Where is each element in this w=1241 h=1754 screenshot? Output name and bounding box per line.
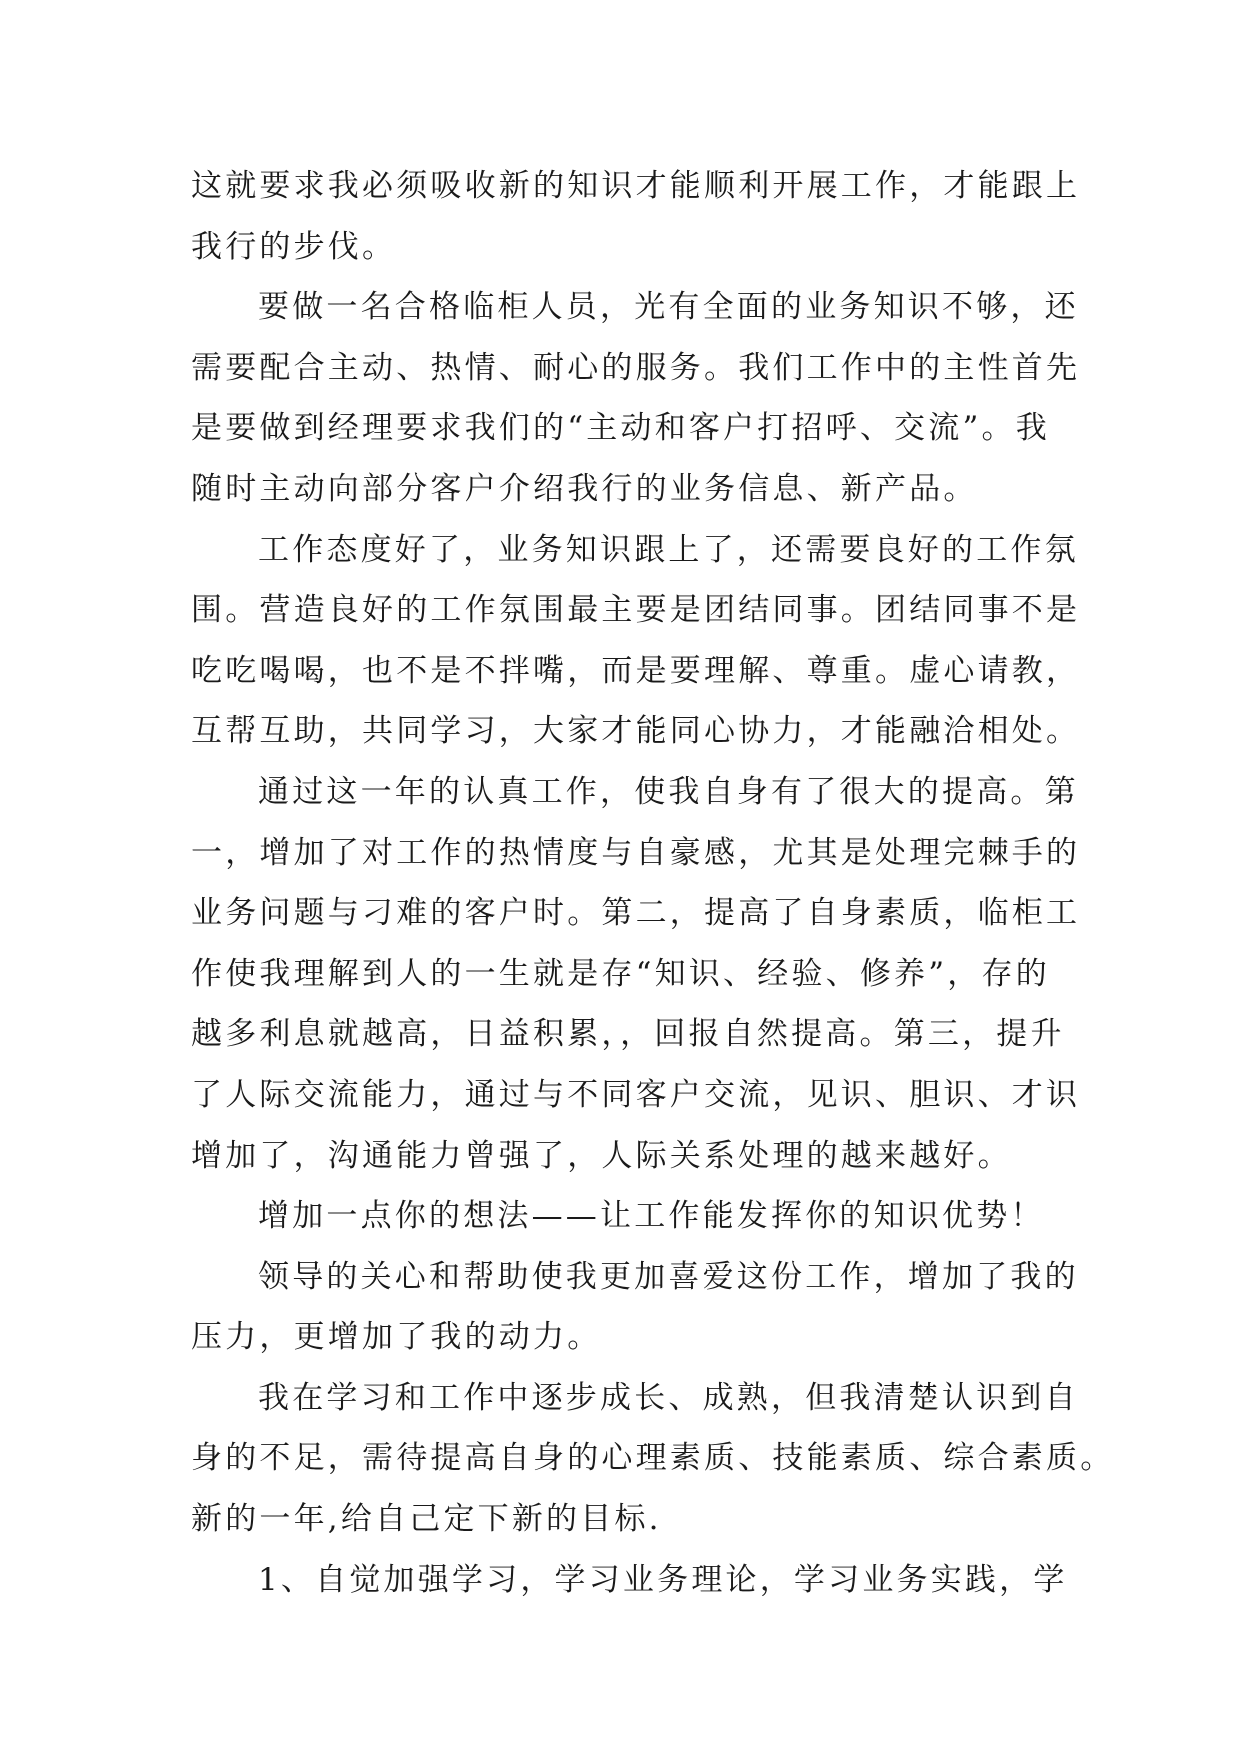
text-line: 这就要求我必须吸收新的知识才能顺利开展工作，才能跟上 bbox=[191, 168, 1081, 204]
paragraph-start-line: 增加一点你的想法——让工作能发挥你的知识优势！ bbox=[258, 1198, 1045, 1235]
text-line: 围。营造良好的工作氛围最主要是团结同事。团结同事不是 bbox=[191, 592, 1081, 629]
text-line: 作使我理解到人的一生就是存“知识、经验、修养”，存的 bbox=[191, 955, 1050, 992]
paragraph-start-line: 领导的关心和帮助使我更加喜爱这份工作，增加了我的 bbox=[258, 1258, 1079, 1295]
text-line: 了人际交流能力，通过与不同客户交流，见识、胆识、才识 bbox=[191, 1076, 1081, 1113]
text-line: 我行的步伐。 bbox=[191, 228, 397, 265]
text-line: 越多利息就越高，日益积累，，回报自然提高。第三，提升 bbox=[191, 1016, 1065, 1053]
text-line: 是要做到经理要求我们的“主动和客户打招呼、交流”。我 bbox=[191, 410, 1050, 447]
paragraph-start-line: 要做一名合格临柜人员，光有全面的业务知识不够，还 bbox=[258, 289, 1079, 326]
paragraph-start-line: 我在学习和工作中逐步成长、成熟，但我清楚认识到自 bbox=[258, 1379, 1079, 1416]
text-line: 吃吃喝喝，也不是不拌嘴，而是要理解、尊重。虚心请教， bbox=[191, 652, 1081, 689]
text-line: 互帮互助，共同学习，大家才能同心协力，才能融洽相处。 bbox=[191, 713, 1081, 750]
paragraph-start-line: 1、自觉加强学习，学习业务理论，学习业务实践，学 bbox=[258, 1561, 1068, 1598]
text-line: 业务问题与刁难的客户时。第二，提高了自身素质，临柜工 bbox=[191, 895, 1081, 932]
text-line: 新的一年,给自己定下新的目标. bbox=[191, 1501, 662, 1538]
paragraph-start-line: 通过这一年的认真工作，使我自身有了很大的提高。第 bbox=[258, 773, 1079, 810]
text-line: 需要配合主动、热情、耐心的服务。我们工作中的主性首先 bbox=[191, 349, 1081, 386]
text-line: 压力，更增加了我的动力。 bbox=[191, 1319, 602, 1356]
text-line: 随时主动向部分客户介绍我行的业务信息、新产品。 bbox=[191, 470, 978, 507]
text-line: 一，增加了对工作的热情度与自豪感，尤其是处理完棘手的 bbox=[191, 834, 1081, 871]
text-line: 身的不足，需待提高自身的心理素质、技能素质、综合素质。 bbox=[191, 1440, 1115, 1477]
text-line: 增加了，沟通能力曾强了，人际关系处理的越来越好。 bbox=[191, 1137, 1012, 1174]
paragraph-start-line: 工作态度好了，业务知识跟上了，还需要良好的工作氛 bbox=[258, 531, 1079, 568]
document-body bbox=[191, 156, 1115, 1610]
